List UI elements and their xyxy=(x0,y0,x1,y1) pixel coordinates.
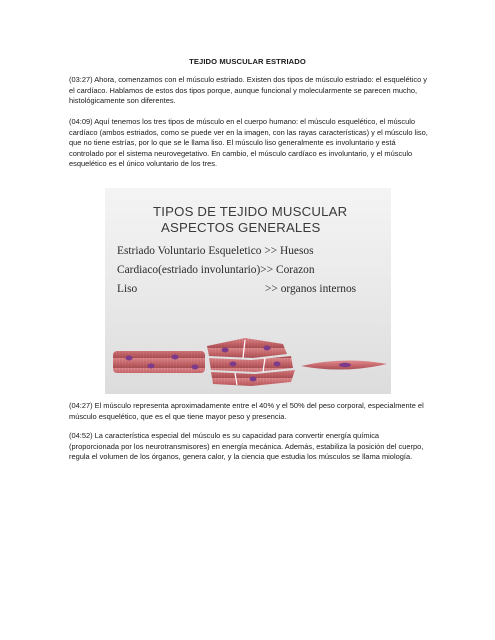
paragraph-3: (04:27) El músculo representa aproximadamente entre el 40% y el 50% del peso corporal, especialmente el músculo esquelético, que es el que tiene mayor peso y presencia. xyxy=(69,401,424,421)
paragraph-2: (04:09) Aquí tenemos los tres tipos de músculo en el cuerpo humano: el músculo esquelético, el músculo cardíaco (ambos estriados, como se puede ver en la imagen, con las rayas características) y el músculo liso, que no tiene estrías, por lo que se le llama liso. El músculo liso generalmente es involuntario y está controlado por el sistema neurovegetativo. En cambio, el músculo cardíaco es involuntario, y el músculo esquelético es el único voluntario de los tres. xyxy=(69,117,428,169)
paragraph-1: (03:27) Ahora, comenzamos con el músculo estriado. Existen dos tipos de músculo estriado: el esquelético y el cardíaco. Hablamos de estos dos tipos porque, aunque funcional y molecularmente se parecen mucho, histológicamente son diferentes. xyxy=(69,75,428,106)
skeletal-muscle-fiber xyxy=(113,351,205,373)
muscle-cells-illustration xyxy=(105,188,391,394)
slide-image xyxy=(105,188,391,394)
document-title: TEJIDO MUSCULAR ESTRIADO xyxy=(189,57,306,66)
paragraph-4: (04:52) La característica especial del músculo es su capacidad para convertir energía química (proporcionada por los neurotransmisores) en energía mecánica. Además, estabiliza la posición del cuerpo, regula el volumen de los órganos, genera calor, y la ciencia que estudia los músculos se llama miología. xyxy=(69,431,424,462)
cardiac-muscle-cells xyxy=(207,338,295,386)
smooth-muscle-cell xyxy=(301,360,387,369)
slide-title-line1: TIPOS DE TEJIDO MUSCULAR xyxy=(153,204,348,219)
slide-line-skeletal: Estriado Voluntario Esqueletico >> Huesos xyxy=(117,245,314,257)
slide-line-cardiac: Cardiaco(estriado involuntario)>> Corazon xyxy=(117,264,315,276)
slide-line-smooth-target: >> organos internos xyxy=(265,283,357,295)
slide-title-line2: ASPECTOS GENERALES xyxy=(161,219,321,235)
slide-line-smooth-label: Liso xyxy=(117,283,138,295)
